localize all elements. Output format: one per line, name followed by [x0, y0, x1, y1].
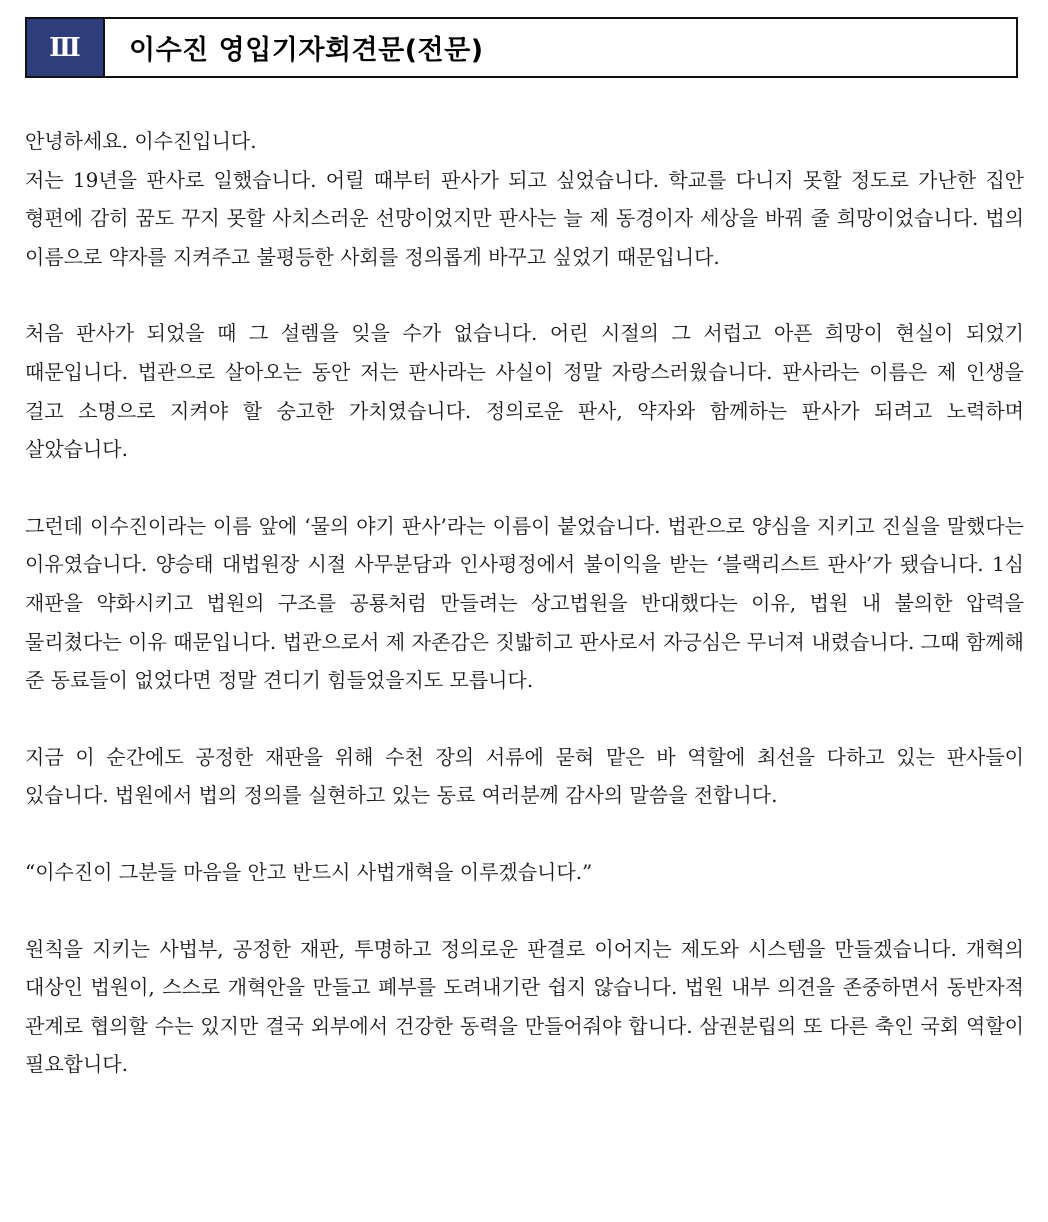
paragraph-spacer	[25, 469, 1024, 507]
paragraph-spacer	[25, 276, 1024, 314]
section-header	[25, 17, 1018, 78]
quote-paragraph: “이수진이 그분들 마음을 안고 반드시 사법개혁을 이루겠습니다.”	[25, 859, 593, 884]
paragraph: 처음 판사가 되었을 때 그 설렘을 잊을 수가 없습니다. 어린 시절의 그 서럽고 아픈 희망이 현실이 되었기 때문입니다. 법관으로 살아오는 동안 저는 판사라는 사실이 정말 자랑스러웠습니다. 판사라는 이름은 제 인생을 걸고 소명으로 지켜야 할 숭고한 가치였습니다. 정의로운 판사, 약자와 함께하는 판사가 되려고 노력하며 살았습니다.	[25, 321, 1024, 462]
paragraph-spacer	[25, 815, 1024, 853]
paragraph-spacer	[25, 700, 1024, 738]
paragraph-spacer	[25, 892, 1024, 930]
paragraph-greeting: 안녕하세요. 이수진입니다.	[25, 129, 257, 153]
section-number: Ⅲ	[27, 19, 105, 76]
document-body	[25, 122, 1024, 1084]
paragraph: 그런데 이수진이라는 이름 앞에 ‘물의 야기 판사’라는 이름이 붙었습니다. 법관으로 양심을 지키고 진실을 말했다는 이유였습니다. 양승태 대법원장 시절 사무분담과 인사평정에서 불이익을 받는 ‘블랙리스트 판사’가 됐습니다. 1심 재판을 약화시키고 법원의 구조를 공룡처럼 만들려는 상고법원을 반대했다는 이유, 법원 내 불의한 압력을 물리쳤다는 이유 때문입니다. 법관으로서 제 자존감은 짓밟히고 판사로서 자긍심은 무너져 내렸습니다. 그때 함께해 준 동료들이 없었다면 정말 견디기 힘들었을지도 모릅니다.	[25, 513, 1024, 693]
paragraph: 원칙을 지키는 사법부, 공정한 재판, 투명하고 정의로운 판결로 이어지는 제도와 시스템을 만들겠습니다. 개혁의 대상인 법원이, 스스로 개혁안을 만들고 폐부를 도려내기란 쉽지 않습니다. 법원 내부 의견을 존중하면서 동반자적 관계로 협의할 수는 있지만 결국 외부에서 건강한 동력을 만들어줘야 합니다. 삼권분립의 또 다른 축인 국회 역할이 필요합니다.	[25, 936, 1024, 1077]
paragraph: 지금 이 순간에도 공정한 재판을 위해 수천 장의 서류에 묻혀 맡은 바 역할에 최선을 다하고 있는 판사들이 있습니다. 법원에서 법의 정의를 실현하고 있는 동료 여러분께 감사의 말씀을 전합니다.	[25, 744, 1024, 808]
section-title: 이수진 영입기자회견문(전문)	[129, 35, 484, 66]
paragraph: 저는 19년을 판사로 일했습니다. 어릴 때부터 판사가 되고 싶었습니다. 학교를 다니지 못할 정도로 가난한 집안 형편에 감히 꿈도 꾸지 못할 사치스러운 선망이었지만 판사는 늘 제 동경이자 세상을 바꿔 줄 희망이었습니다. 법의 이름으로 약자를 지켜주고 불평등한 사회를 정의롭게 바꾸고 싶었기 때문입니다.	[25, 167, 1024, 269]
